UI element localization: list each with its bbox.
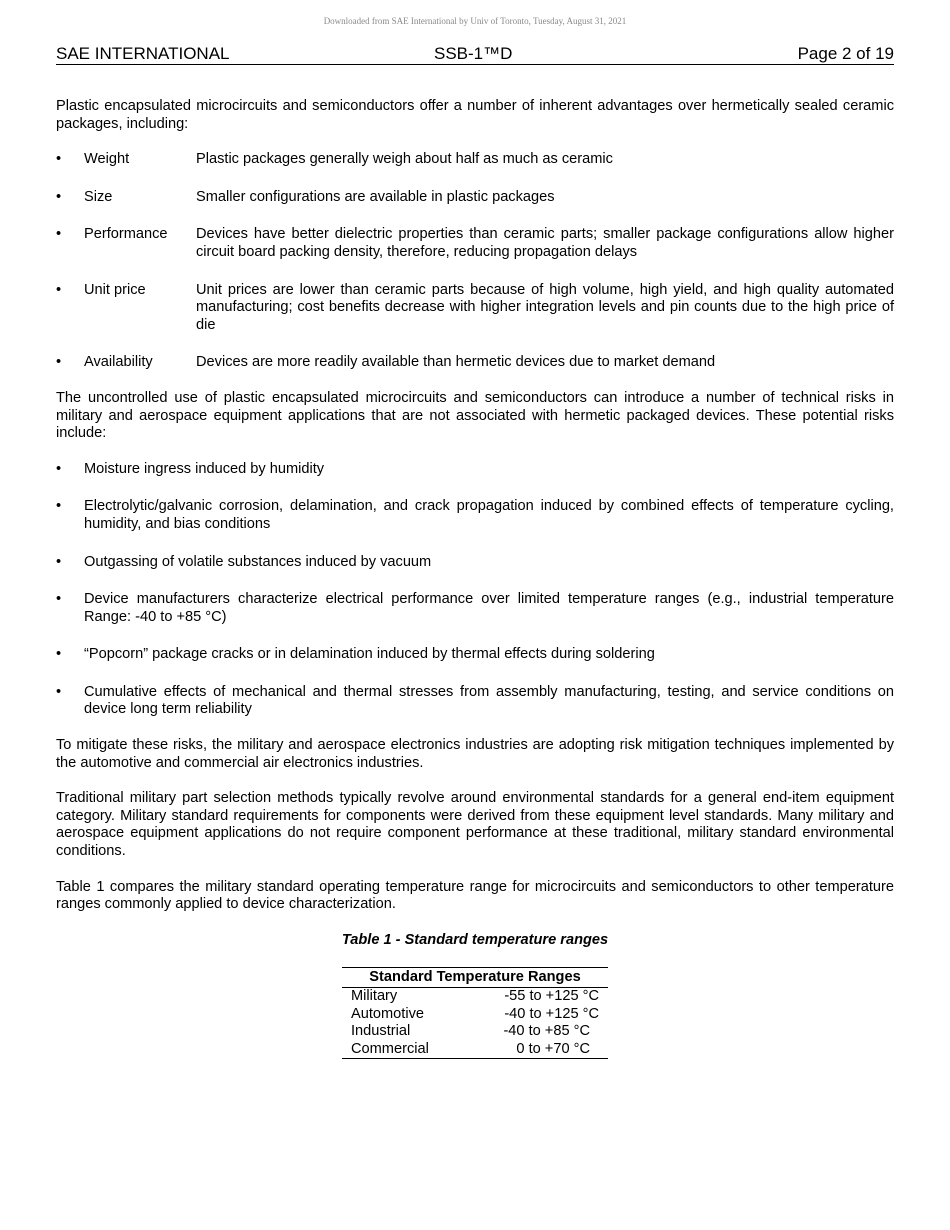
risks-list — [56, 461, 894, 719]
advantage-term: Performance — [84, 226, 168, 243]
list-item — [56, 226, 894, 261]
range-name: Military — [351, 988, 398, 1004]
list-item — [56, 151, 894, 169]
list-item — [56, 554, 894, 572]
risk-text: Outgassing of volatile substances induced by vacuum — [84, 553, 432, 570]
bullet-icon: • — [56, 151, 62, 168]
advantage-description: Unit prices are lower than ceramic parts because of high volume, high yield, and high quality automated manufacturing; cost benefits decrease with higher integration levels and pin counts due to the high price of die — [196, 281, 894, 333]
risks-intro-paragraph: The uncontrolled use of plastic encapsulated microcircuits and semiconductors can introduce a number of technical risks in military and aerospace equipment applications that are not associated with hermetic packaged devices. These potential risks include: — [56, 389, 894, 442]
risk-text: Moisture ingress induced by humidity — [84, 460, 325, 477]
list-item — [56, 646, 894, 664]
mitigation-paragraph: To mitigate these risks, the military and aerospace electronics industries are adopting risk mitigation techniques implemented by the automotive and commercial air electronics industries. — [56, 737, 894, 771]
list-item — [56, 498, 894, 533]
temperature-ranges-table — [342, 967, 608, 1059]
list-item — [56, 282, 894, 335]
bullet-icon: • — [56, 683, 62, 700]
range-name: Commercial — [351, 1040, 429, 1057]
range-name: Automotive — [351, 1005, 425, 1022]
advantage-term: Weight — [84, 151, 130, 168]
table-row — [342, 1006, 608, 1024]
page-header — [56, 44, 894, 65]
bullet-icon: • — [56, 591, 62, 608]
table-row — [342, 1041, 608, 1059]
list-item — [56, 591, 894, 626]
advantage-description: Devices have better dielectric properties than ceramic parts; smaller package configurations allow higher circuit board packing density, therefore, reducing propagation delays — [196, 226, 894, 260]
risk-text: Electrolytic/galvanic corrosion, delamination, and crack propagation induced by combined effects of temperature cycling, humidity, and bias conditions — [84, 498, 894, 532]
bullet-icon: • — [56, 188, 62, 205]
bullet-icon: • — [56, 553, 62, 570]
bullet-icon: • — [56, 646, 62, 663]
risk-text: Device manufacturers characterize electrical performance over limited temperature ranges (e.g., industrial temperature Range: -40 to +85 °C) — [84, 591, 894, 625]
header-organization: SAE INTERNATIONAL — [56, 44, 230, 63]
range-value: -40 to +85 °C — [503, 1023, 590, 1040]
intro-paragraph: Plastic encapsulated microcircuits and semiconductors offer a number of inherent advantages over hermetically sealed ceramic packages, including: — [56, 98, 894, 132]
range-value: -40 to +125 °C — [504, 1005, 599, 1022]
table-caption: Table 1 - Standard temperature ranges — [341, 931, 609, 948]
advantage-description: Smaller configurations are available in plastic packages — [196, 188, 555, 205]
header-document-id: SSB-1™D — [434, 44, 513, 63]
list-item — [56, 461, 894, 479]
table-header-row — [342, 968, 608, 988]
range-value: -55 to +125 °C — [504, 988, 599, 1004]
bullet-icon: • — [56, 460, 62, 477]
traditional-methods-paragraph: Traditional military part selection methods typically revolve around environmental standards for a general end-item equipment category. Military standard requirements for components were derived from these equipment level standards. Many military and aerospace equipment applications do not require component performance at these traditional, military standard environmental conditions. — [56, 790, 894, 860]
table-intro-paragraph: Table 1 compares the military standard operating temperature range for microcircuits and semiconductors to other temperature ranges commonly applied to device characterization. — [56, 878, 894, 913]
bullet-icon: • — [56, 226, 62, 243]
header-page-number: Page 2 of 19 — [797, 44, 894, 63]
advantages-list — [56, 151, 894, 372]
advantage-term: Size — [84, 188, 113, 205]
advantage-description: Plastic packages generally weigh about half as much as ceramic — [196, 151, 613, 168]
advantage-term: Availability — [84, 354, 153, 371]
table-row — [342, 988, 608, 1006]
bullet-icon: • — [56, 281, 62, 298]
range-name: Industrial — [351, 1023, 411, 1040]
risk-text: “Popcorn” package cracks or in delamination induced by thermal effects during soldering — [84, 646, 655, 663]
risk-text: Cumulative effects of mechanical and thermal stresses from assembly manufacturing, testing, and service conditions on device long term reliability — [84, 683, 894, 718]
range-value: 0 to +70 °C — [516, 1040, 590, 1057]
advantage-description: Devices are more readily available than hermetic devices due to market demand — [196, 354, 716, 371]
bullet-icon: • — [56, 498, 62, 515]
advantage-term: Unit price — [84, 281, 146, 298]
list-item — [56, 684, 894, 719]
list-item — [56, 189, 894, 207]
download-watermark: Downloaded from SAE International by Univ of Toronto, Tuesday, August 31, 2021 — [323, 16, 627, 26]
list-item — [56, 354, 894, 372]
document-body — [56, 98, 894, 1059]
bullet-icon: • — [56, 354, 62, 371]
table-row — [342, 1023, 608, 1041]
table-header: Standard Temperature Ranges — [342, 968, 608, 988]
